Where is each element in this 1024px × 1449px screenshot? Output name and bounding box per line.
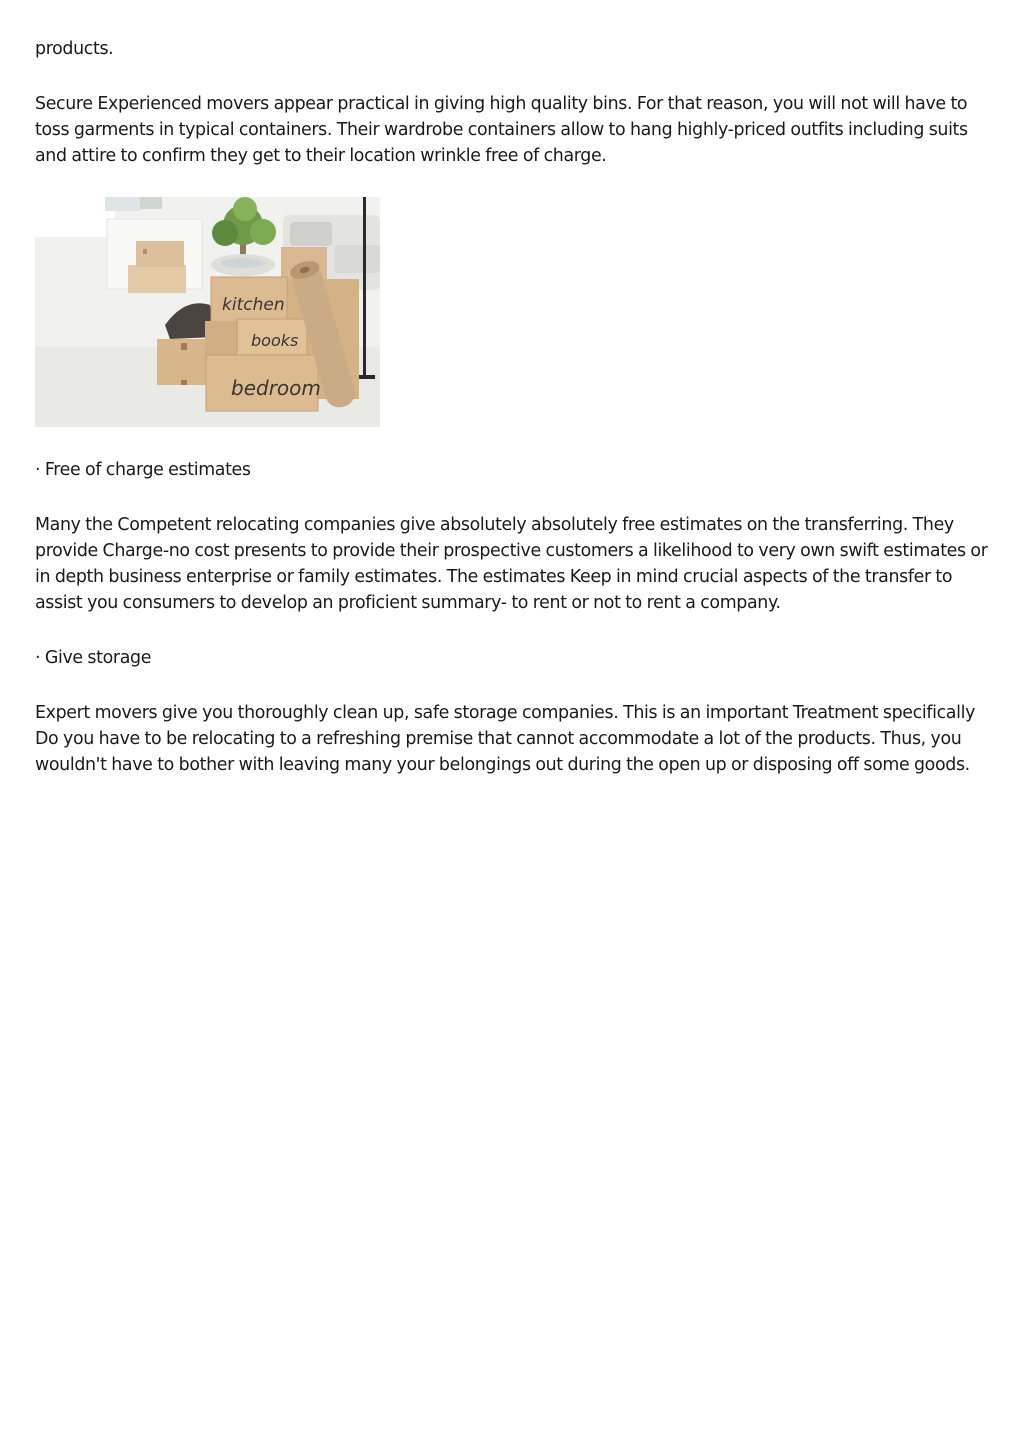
section-heading-storage: · Give storage <box>35 648 152 668</box>
paragraph-bins: Secure Experienced movers appear practical in giving high quality bins. For that reason, you will not will have to toss garments in typical containers. Their wardrobe containers allow to hang highly-priced outfits including suits and attire to confirm they get to their location wrinkle free of charge. <box>35 94 968 166</box>
moving-boxes-photo <box>35 197 380 427</box>
paragraph-storage: Expert movers give you thoroughly clean up, safe storage companies. This is an important Treatment specifically Do you have to be relocating to a refreshing premise that cannot accommodate a lot of the products. Thus, you wouldn't have to bother with leaving many your belongings out during the open up or disposing off some goods. <box>35 703 976 775</box>
paragraph-free-estimates: Many the Competent relocating companies give absolutely absolutely free estimates on the transferring. They provide Charge-no cost presents to provide their prospective customers a likelihood to very own swift estimates or in depth business enterprise or family estimates. The estimates Keep in mind crucial aspects of the transfer to assist you consumers to develop an proficient summary- to rent or not to rent a company. <box>35 515 988 613</box>
section-heading-free-estimates: · Free of charge estimates <box>35 460 251 480</box>
box-label-books: books <box>251 331 299 350</box>
paragraph-continuation: products. <box>35 39 114 59</box>
box-label-bedroom: bedroom <box>231 376 321 400</box>
box-label-kitchen: kitchen <box>222 295 285 315</box>
document-page <box>35 36 995 778</box>
